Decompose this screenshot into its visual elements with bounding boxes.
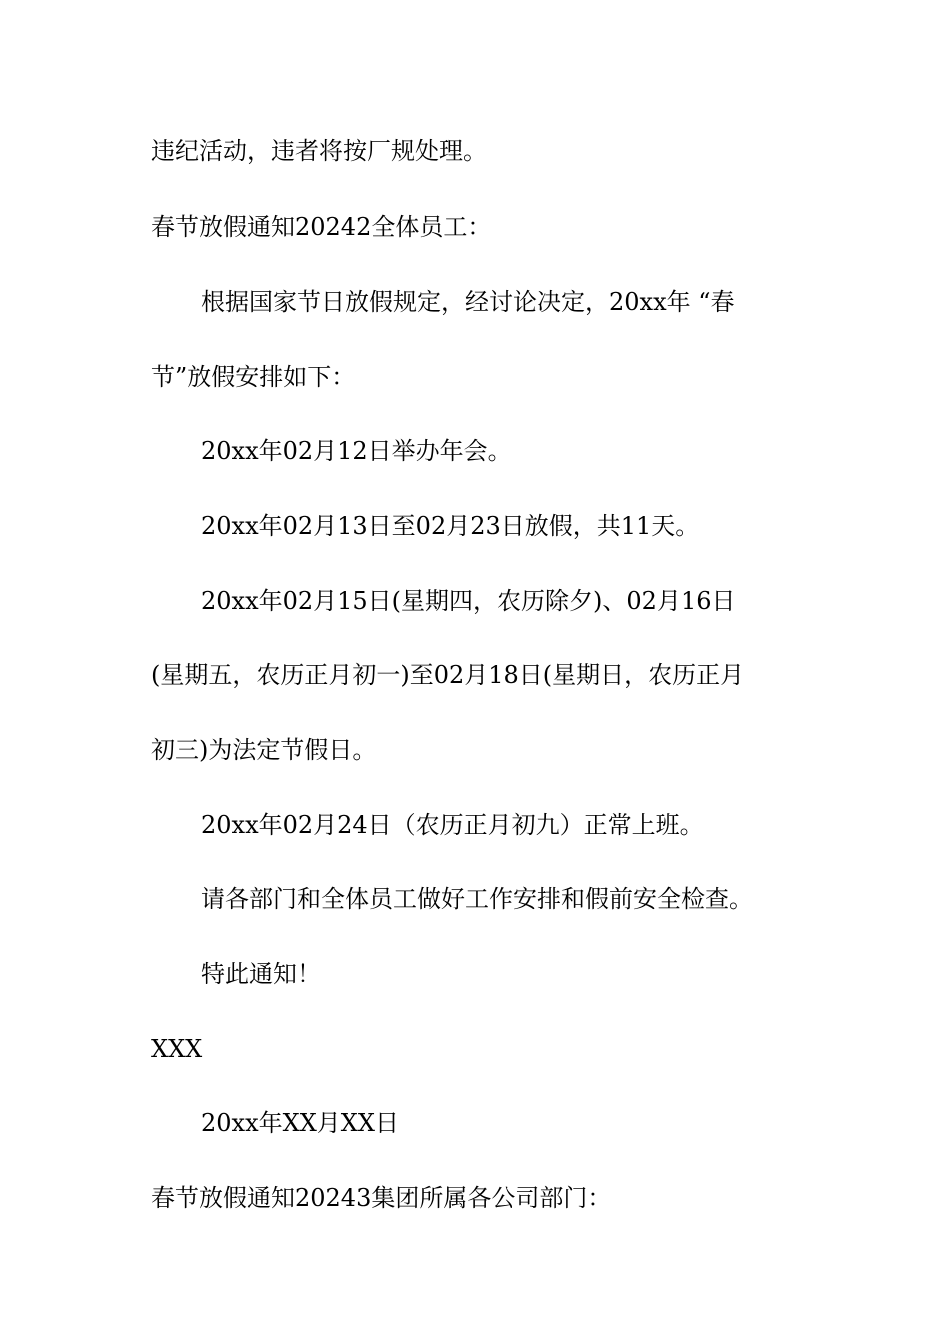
- body-text-line: 节”放假安排如下：: [151, 363, 356, 391]
- body-text-line: 20xx年02月13日至02月23日放假，共11天。: [201, 512, 700, 540]
- body-text-line: 20xx年02月24日（农历正月初九）正常上班。: [201, 811, 704, 839]
- signature-date: 20xx年XX月XX日: [201, 1109, 399, 1137]
- body-text-line: (星期五，农历正月初一)至02月18日(星期日，农历正月: [151, 661, 745, 689]
- notice-heading: 春节放假通知20242全体员工：: [151, 213, 492, 241]
- body-text-line: 违纪活动，违者将按厂规处理。: [151, 137, 487, 165]
- body-text-line: 初三)为法定节假日。: [151, 736, 377, 764]
- body-text-line: 根据国家节日放假规定，经讨论决定，20xx年 “春: [201, 288, 735, 316]
- body-text-line: 20xx年02月15日(星期四，农历除夕)、02月16日: [201, 587, 736, 615]
- closing-text: 特此通知！: [201, 960, 321, 988]
- signature-name: XXX: [151, 1035, 203, 1063]
- body-text-line: 20xx年02月12日举办年会。: [201, 437, 512, 465]
- body-text-line: 请各部门和全体员工做好工作安排和假前安全检查。: [201, 885, 753, 913]
- notice-heading: 春节放假通知20243集团所属各公司部门：: [151, 1184, 612, 1212]
